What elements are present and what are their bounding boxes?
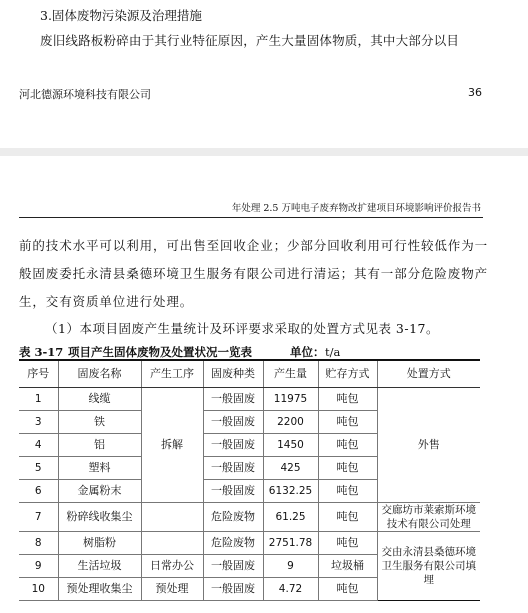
table-number: 表 3-17 (19, 345, 64, 359)
unit-value: t/a (325, 345, 341, 359)
body-paragraph: （1）本项目固废产生量统计及环评要求采取的处置方式见表 3-17。 (45, 321, 440, 336)
quantity: 2751.78 (263, 532, 318, 555)
row-number: 8 (19, 532, 58, 555)
current-page (0, 156, 528, 613)
storage: 吨包 (318, 578, 377, 601)
quantity: 11975 (263, 388, 318, 411)
storage: 吨包 (318, 503, 377, 532)
storage: 垃圾桶 (318, 555, 377, 578)
quantity: 425 (263, 457, 318, 480)
process-cell: 拆解 (141, 388, 203, 503)
quantity: 1450 (263, 434, 318, 457)
page-gap (0, 148, 528, 156)
waste-name: 线缆 (58, 388, 141, 411)
process-cell: 预处理 (141, 578, 203, 601)
storage: 吨包 (318, 532, 377, 555)
process-cell (141, 503, 203, 532)
previous-page (0, 0, 528, 148)
storage: 吨包 (318, 457, 377, 480)
quantity: 6132.25 (263, 480, 318, 503)
quantity: 61.25 (263, 503, 318, 532)
waste-name: 树脂粉 (58, 532, 141, 555)
waste-type: 一般固废 (203, 457, 263, 480)
waste-name: 铝 (58, 434, 141, 457)
waste-type: 一般固废 (203, 434, 263, 457)
quantity: 4.72 (263, 578, 318, 601)
row-number: 1 (19, 388, 58, 411)
process-cell: 日常办公 (141, 555, 203, 578)
page-number: 36 (468, 86, 482, 99)
process-cell (141, 532, 203, 555)
column-header: 固废种类 (203, 360, 263, 388)
waste-name: 塑料 (58, 457, 141, 480)
table-row (19, 388, 480, 411)
waste-type: 危险废物 (203, 532, 263, 555)
row-number: 10 (19, 578, 58, 601)
row-number: 7 (19, 503, 58, 532)
waste-name: 生活垃圾 (58, 555, 141, 578)
disposal-cell: 交廊坊市莱索斯环境技术有限公司处理 (377, 503, 480, 532)
body-line: 般固废委托永清县桑德环境卫生服务有限公司进行清运；其有一部分危险废物产 (19, 266, 489, 281)
row-number: 4 (19, 434, 58, 457)
waste-type: 一般固废 (203, 578, 263, 601)
waste-name: 金属粉末 (58, 480, 141, 503)
storage: 吨包 (318, 411, 377, 434)
column-header: 序号 (19, 360, 58, 388)
table-title: 项目产生固体废物及处置状况一览表 (68, 345, 252, 359)
waste-type: 一般固废 (203, 480, 263, 503)
row-number: 6 (19, 480, 58, 503)
waste-name: 预处理收集尘 (58, 578, 141, 601)
row-number: 5 (19, 457, 58, 480)
paragraph-line: 废旧线路板粉碎由于其行业特征原因，产生大量固体物质，其中大部分以目 (40, 33, 460, 48)
body-line: 生，交有资质单位进行处理。 (19, 294, 194, 309)
waste-type: 一般固废 (203, 388, 263, 411)
waste-type: 危险废物 (203, 503, 263, 532)
row-number: 9 (19, 555, 58, 578)
waste-name: 铁 (58, 411, 141, 434)
row-number: 3 (19, 411, 58, 434)
storage: 吨包 (318, 480, 377, 503)
column-header: 产生工序 (141, 360, 203, 388)
header-rule (19, 217, 483, 218)
storage: 吨包 (318, 388, 377, 411)
footer-company: 河北德源环境科技有限公司 (19, 88, 151, 101)
storage: 吨包 (318, 434, 377, 457)
quantity: 2200 (263, 411, 318, 434)
waste-type: 一般固废 (203, 411, 263, 434)
unit-label: 单位： (290, 345, 325, 359)
column-header: 贮存方式 (318, 360, 377, 388)
disposal-cell: 外售 (377, 388, 480, 503)
table-row (19, 532, 480, 555)
waste-type: 一般固废 (203, 555, 263, 578)
table-header-row (19, 360, 480, 388)
quantity: 9 (263, 555, 318, 578)
section-heading: 3.固体废物污染源及治理措施 (40, 8, 202, 23)
table-row (19, 503, 480, 532)
running-header: 年处理 2.5 万吨电子废弃物改扩建项目环境影响评价报告书 (231, 203, 481, 214)
column-header: 固废名称 (58, 360, 141, 388)
body-line: 前的技术水平可以利用，可出售至回收企业；少部分回收利用可行性较低作为一 (19, 238, 489, 253)
solid-waste-table (19, 359, 480, 601)
column-header: 产生量 (263, 360, 318, 388)
disposal-cell: 交由永清县桑德环境卫生服务有限公司填埋 (377, 532, 480, 601)
waste-name: 粉碎线收集尘 (58, 503, 141, 532)
column-header: 处置方式 (377, 360, 480, 388)
